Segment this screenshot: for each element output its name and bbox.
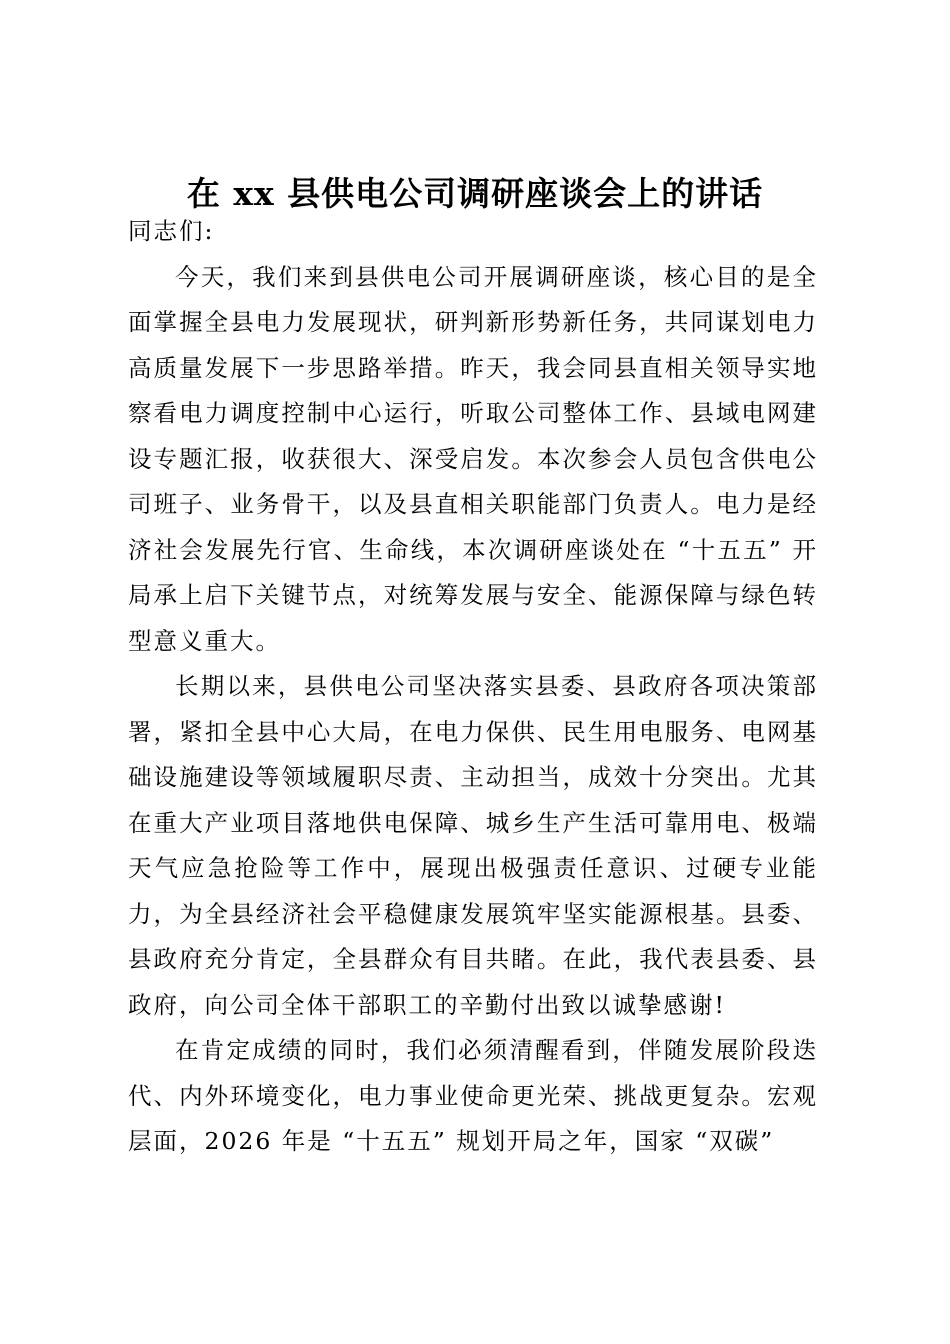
paragraph-1: 今天，我们来到县供电公司开展调研座谈，核心目的是全面掌握全县电力发展现状，研判新形势新任务，共同谋划电力高质量发展下一步思路举措。昨天，我会同县直相关领导实地察看电力调度控制中心运行，听取公司整体工作、县域电网建设专题汇报，收获很大、深受启发。本次参会人员包含供电公司班子、业务骨干，以及县直相关职能部门负责人。电力是经济社会发展先行官、生命线，本次调研座谈处在 “十五五” 开局承上启下关键节点，对统筹发展与安全、能源保障与绿色转型意义重大。 bbox=[128, 262, 818, 655]
salutation: 同志们: bbox=[128, 217, 215, 245]
document-title: 在 xx 县供电公司调研座谈会上的讲话 bbox=[186, 174, 764, 213]
paragraph-2: 长期以来，县供电公司坚决落实县委、县政府各项决策部署，紧扣全县中心大局，在电力保供、民生用电服务、电网基础设施建设等领域履职尽责、主动担当，成效十分突出。尤其在重大产业项目落地供电保障、城乡生产生活可靠用电、极端天气应急抢险等工作中，展现出极强责任意识、过硬专业能力，为全县经济社会平稳健康发展筑牢坚实能源根基。县委、县政府充分肯定，全县群众有目共睹。在此，我代表县委、县政府，向公司全体干部职工的辛勤付出致以诚挚感谢! bbox=[128, 672, 818, 1019]
document-body bbox=[128, 209, 818, 1165]
paragraph-3: 在肯定成绩的同时，我们必须清醒看到，伴随发展阶段迭代、内外环境变化，电力事业使命更光荣、挑战更复杂。宏观层面，2026 年是 “十五五” 规划开局之年，国家 “双碳” bbox=[128, 1036, 818, 1155]
